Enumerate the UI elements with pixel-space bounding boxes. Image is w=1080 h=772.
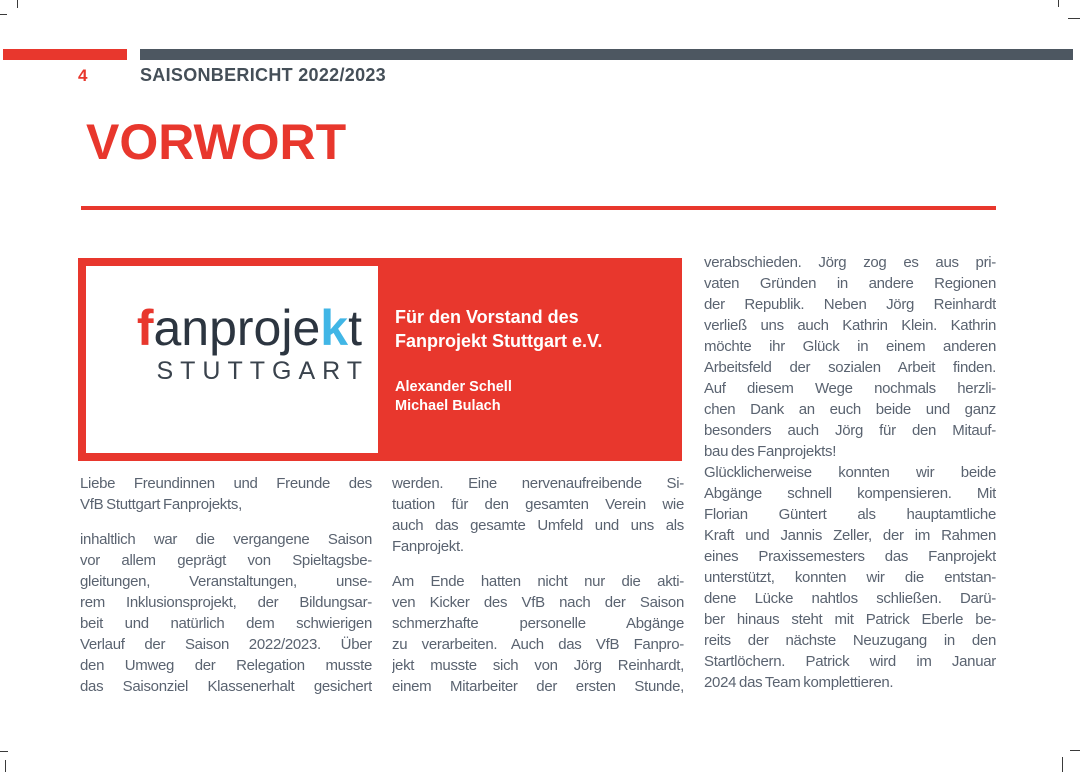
text-line: Am Ende hatten nicht nur die akti- [392, 573, 684, 590]
text-column-3 [704, 252, 996, 693]
paragraph [80, 529, 372, 697]
text-line: verließ uns auch Kathrin Klein. Kathrin [704, 317, 996, 334]
paragraph [704, 252, 996, 462]
text-line: 2024 das Team komplettieren. [704, 674, 894, 691]
paragraph [704, 462, 996, 693]
text-line: Glücklicherweise konnten wir beide [704, 464, 996, 481]
crop-mark [0, 14, 7, 15]
text-line: dene Lücke nahtlos schließen. Darü- [704, 590, 996, 607]
text-line: zu verarbeiten. Auch das VfB Fanpro- [392, 636, 684, 653]
text-column-1 [80, 473, 372, 697]
crop-mark [1068, 18, 1080, 19]
text-line: der Republik. Neben Jörg Reinhardt [704, 296, 996, 313]
title-rule [81, 206, 996, 210]
foreword-banner [78, 258, 682, 461]
paragraph [392, 571, 684, 697]
text-line: das Saisonziel Klassenerhalt gesichert [80, 678, 372, 695]
text-line: Fanprojekt. [392, 538, 464, 555]
text-line: schmerzhafte personelle Abgänge [392, 615, 684, 632]
text-line: VfB Stuttgart Fanprojekts, [80, 496, 242, 513]
signatory: Michael Bulach [395, 398, 501, 414]
text-line: werden. Eine nervenaufreibende Si- [392, 475, 684, 492]
logo-inner [96, 300, 369, 385]
crop-mark [0, 751, 8, 752]
text-line: Florian Güntert als hauptamtliche [704, 506, 996, 523]
banner-signatories [395, 378, 665, 416]
text-line: chen Dank an euch beide und ganz [704, 401, 996, 418]
text-line: bau des Fanprojekts! [704, 443, 837, 460]
text-line: Arbeitsfeld der sozialen Arbeit finden. [704, 359, 996, 376]
header-accent-bar-gray [140, 49, 1073, 60]
text-column-2 [392, 473, 684, 697]
text-line: Auf diesem Wege nochmals herzli- [704, 380, 996, 397]
text-line: reits der nächste Neuzugang in den [704, 632, 996, 649]
report-header-title: SAISONBERICHT 2022/2023 [140, 65, 386, 85]
banner-heading-line: Fanprojekt Stuttgart e.V. [395, 330, 603, 351]
logo-letter-k: k [320, 300, 349, 356]
fanprojekt-logo [86, 266, 378, 453]
text-line: Liebe Freundinnen und Freunde des [80, 475, 372, 492]
text-line: gleitungen, Veranstaltungen, unse- [80, 573, 372, 590]
text-line: rem Inklusionsprojekt, der Bildungsar- [80, 594, 372, 611]
text-line: vor allem geprägt von Spieltagsbe- [80, 552, 372, 569]
logo-subtitle: STUTTGART [156, 357, 369, 385]
banner-text [395, 306, 665, 416]
crop-mark [17, 0, 18, 8]
crop-mark [1062, 757, 1063, 772]
text-line: inhaltlich war die vergangene Saison [80, 531, 372, 548]
header-accent-bar-red [3, 49, 127, 60]
text-line: den Umweg der Relegation musste [80, 657, 372, 674]
text-line: Verlauf der Saison 2022/2023. Über [80, 636, 372, 653]
text-line: verabschieden. Jörg zog es aus pri- [704, 254, 996, 271]
page-title: VORWORT [86, 114, 347, 170]
logo-letters-anproje: anproje [153, 300, 321, 356]
logo-wordmark [96, 302, 362, 354]
text-line: besonders auch Jörg für den Mitauf- [704, 422, 996, 439]
paragraph [80, 473, 372, 515]
logo-letter-f: f [136, 300, 154, 356]
text-line: jekt musste sich von Jörg Reinhardt, [392, 657, 684, 674]
text-line: Abgänge schnell kompensieren. Mit [704, 485, 996, 502]
page-number: 4 [78, 66, 88, 85]
text-line: möchte ihr Glück in einem anderen [704, 338, 996, 355]
crop-mark [5, 760, 6, 772]
crop-mark [1058, 0, 1059, 7]
text-line: auch das gesamte Umfeld und uns als [392, 517, 684, 534]
logo-letter-t: t [348, 300, 362, 356]
text-line: vaten Gründen in andere Regionen [704, 275, 996, 292]
text-line: beit und natürlich dem schwierigen [80, 615, 372, 632]
text-line: eines Praxissemesters das Fanprojekt [704, 548, 996, 565]
text-line: einem Mitarbeiter der ersten Stunde, [392, 678, 684, 695]
text-line: unterstützt, konnten wir die entstan- [704, 569, 996, 586]
text-line: ven Kicker des VfB nach der Saison [392, 594, 684, 611]
banner-heading-line: Für den Vorstand des [395, 307, 579, 327]
text-line: Kraft und Jannis Zeller, der im Rahmen [704, 527, 996, 544]
text-line: Startlöchern. Patrick wird im Januar [704, 653, 996, 670]
signatory: Alexander Schell [395, 379, 512, 395]
text-line: tuation für den gesamten Verein wie [392, 496, 684, 513]
crop-mark [1070, 750, 1080, 751]
paragraph [392, 473, 684, 557]
text-line: ber hinaus steht mit Patrick Eberle be- [704, 611, 996, 628]
banner-heading [395, 306, 665, 353]
